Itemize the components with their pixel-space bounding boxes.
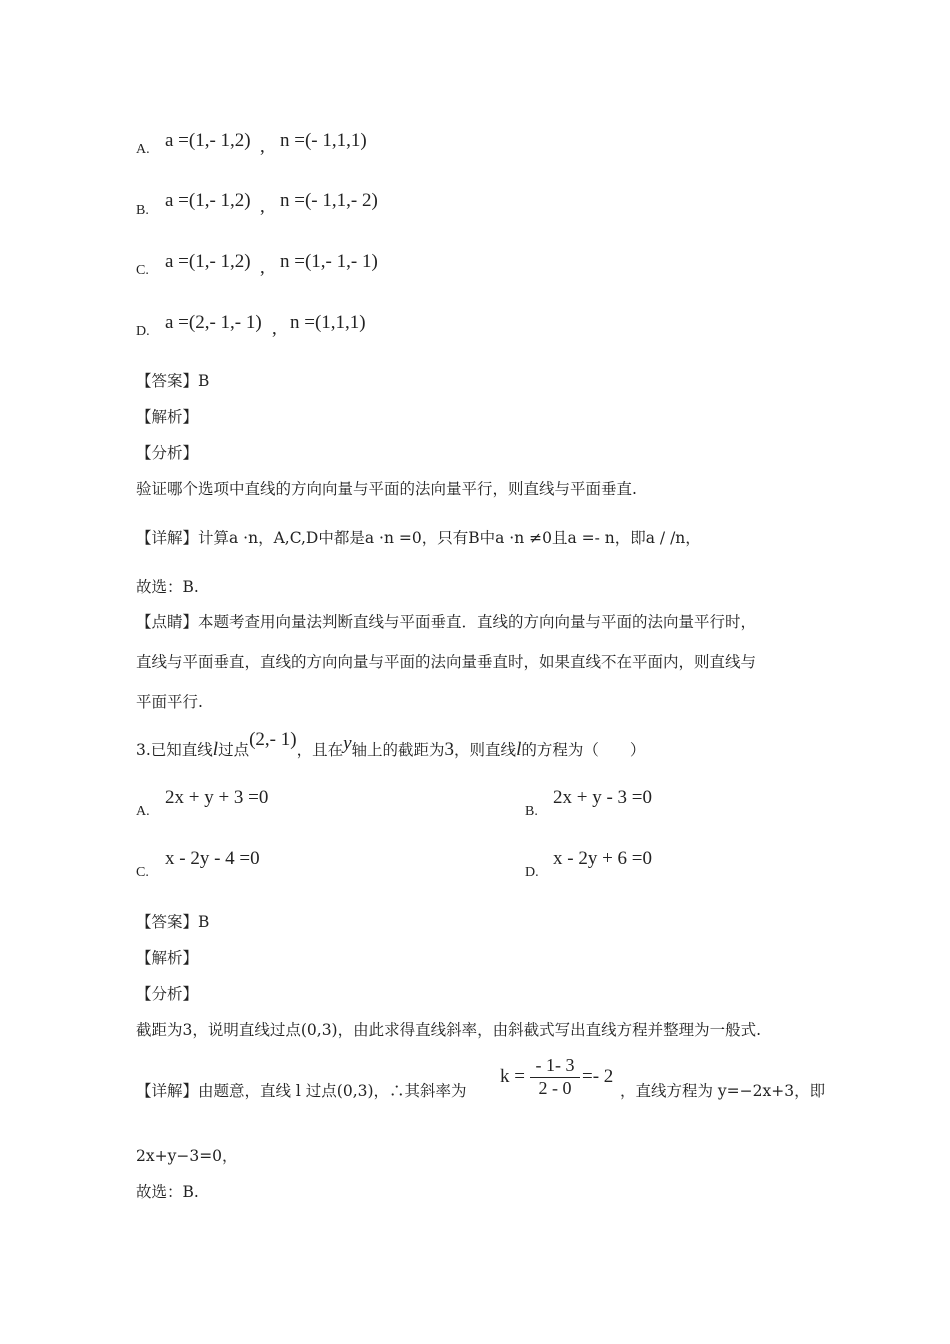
q3-option-d-label: D. (525, 865, 539, 880)
q2-jiexi-heading: 【解析】 (136, 408, 199, 426)
q3-option-d-equation: x - 2y + 6 =0 (553, 848, 653, 869)
q2-option-a-label: A. (136, 142, 150, 157)
q3-intercept: 3 (444, 739, 455, 760)
q3-jiexi-heading: 【解析】 (136, 949, 199, 967)
q3-y-axis: y (343, 733, 352, 754)
q2-conclusion: 故选：B. (136, 578, 199, 596)
q3-stem-part-2: 过点 (218, 741, 250, 759)
q3-stem-part-1: 3.已知直线 (136, 741, 213, 759)
q2-comment-line-2: 直线与平面垂直，直线的方向向量与平面的法向量垂直时，如果直线不在平面内，则直线与 (136, 653, 757, 671)
q2-analysis: 验证哪个选项中直线的方向向量与平面的法向量平行，则直线与平面垂直. (136, 480, 637, 498)
q2-option-c-vector-a: a =(1,- 1,2) (165, 251, 251, 272)
q3-line-l: l (212, 739, 219, 760)
q2-option-b-sep: , (260, 196, 265, 217)
q3-slope-fraction (530, 1055, 580, 1100)
q2-option-d-sep: , (272, 318, 277, 339)
q2-answer: 【答案】B (136, 372, 210, 390)
q3-conclusion: 故选：B. (136, 1183, 199, 1201)
q2-option-b-label: B. (136, 203, 149, 218)
q3-option-b-label: B. (525, 804, 538, 819)
q3-stem-part-5: ，则直线 (454, 741, 517, 759)
q2-detail: 【详解】计算a ·n，A,C,D中都是a ·n =0，只有B中a ·n ≠0且a =- n，即a / /n， (136, 529, 701, 547)
q2-option-d-vector-n: n =(1,1,1) (290, 312, 366, 333)
q2-option-b-vector-a: a =(1,- 1,2) (165, 190, 251, 211)
q2-option-d-vector-a: a =(2,- 1,- 1) (165, 312, 262, 333)
q3-option-a-equation: 2x + y + 3 =0 (165, 787, 269, 808)
q2-option-c-vector-n: n =(1,- 1,- 1) (280, 251, 378, 272)
q2-option-c-label: C. (136, 263, 149, 278)
q3-answer: 【答案】B (136, 913, 210, 931)
q3-option-c-label: C. (136, 865, 149, 880)
q3-option-a-label: A. (136, 804, 150, 819)
q2-option-a-sep: , (260, 136, 265, 157)
q3-option-b-equation: 2x + y - 3 =0 (553, 787, 653, 808)
q2-option-a-vector-a: a =(1,- 1,2) (165, 130, 251, 151)
q2-option-a-vector-n: n =(- 1,1,1) (280, 130, 367, 151)
q3-line-l-2: l (516, 739, 522, 760)
q3-slope-k: k = (500, 1066, 525, 1087)
q2-option-c-sep: , (260, 257, 265, 278)
q2-comment-line-1: 【点睛】本题考查用向量法判断直线与平面垂直．直线的方向向量与平面的法向量平行时， (136, 613, 757, 631)
q3-fraction-numerator: - 1- 3 (530, 1055, 580, 1078)
q2-option-b-vector-n: n =(- 1,1,- 2) (280, 190, 378, 211)
q3-fraction-denominator: 2 - 0 (538, 1078, 572, 1098)
q3-fenxi-heading: 【分析】 (136, 985, 199, 1003)
q3-detail-part-1: 【详解】由题意，直线 l 过点(0,3)，∴其斜率为 (136, 1082, 467, 1100)
q3-detail-part-3: 2x+y−3=0， (136, 1147, 238, 1165)
q3-stem-part-4: 轴上的截距为 (351, 741, 445, 759)
q3-stem-part-6: 的方程为（ ） (521, 741, 646, 759)
q3-stem-part-3: ，且在 (296, 741, 344, 759)
q2-option-d-label: D. (136, 324, 150, 339)
q3-slope-result: =- 2 (582, 1066, 614, 1087)
q2-comment-line-3: 平面平行. (136, 693, 203, 711)
q3-stem (136, 729, 646, 760)
q2-fenxi-heading: 【分析】 (136, 444, 199, 462)
q3-option-c-equation: x - 2y - 4 =0 (165, 848, 260, 869)
q3-analysis: 截距为3，说明直线过点(0,3)，由此求得直线斜率，由斜截式写出直线方程并整理为一般式. (136, 1021, 762, 1039)
q3-point: (2,- 1) (249, 729, 297, 750)
q3-detail-part-2: ，直线方程为 y=−2x+3，即 (620, 1082, 826, 1100)
